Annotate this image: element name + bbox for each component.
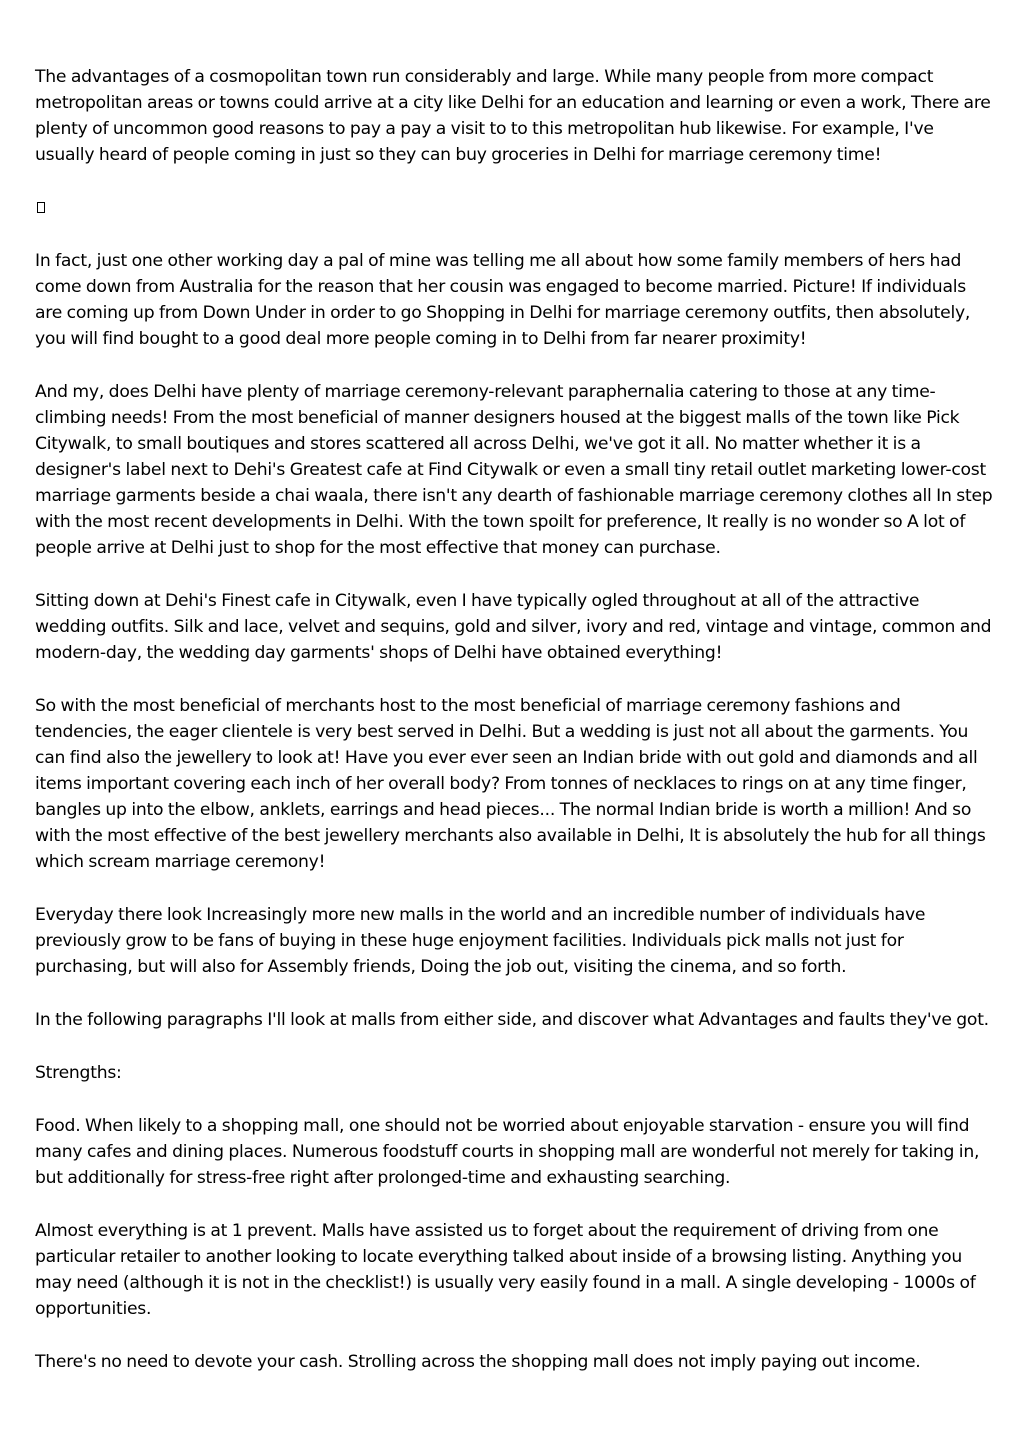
paragraph-one-stop: Almost everything is at 1 prevent. Malls have assisted us to forget about the requirement of driving from one particular retailer to another looking to locate everything talked about inside of a browsing listing. Anything you may need (although it is not in the checklist!) is usually very easily found in a mall. A single developing - 1000s of opportunities. — [35, 1221, 976, 1319]
paragraph-wedding-paraphernalia: And my, does Delhi have plenty of marriage ceremony-relevant paraphernalia catering to those at any time-climbing needs! From the most beneficial of manner designers housed at the biggest malls of the town like Pick Citywalk, to small boutiques and stores scattered all across Delhi, we've got it all. No matter whether it is a designer's label next to Dehi's Greatest cafe at Find Citywalk or even a small tiny retail outlet marketing lower-cost marriage garments beside a chai waala, there isn't any dearth of fashionable marriage ceremony clothes all In step with the most recent developments in Delhi. With the town spoilt for preference, It really is no wonder so A lot of people arrive at Delhi just to shop for the most effective that money can purchase. — [35, 382, 993, 558]
paragraph-jewellery: So with the most beneficial of merchants host to the most beneficial of marriage ceremony fashions and tendencies, the eager clientele is very best served in Delhi. But a wedding is just not all about the garments. You can find also the jewellery to look at! Have you ever ever seen an Indian bride with out gold and diamonds and all items important covering each inch of her overall body? From tonnes of necklaces to rings on at any time finger, bangles up into the elbow, anklets, earrings and head pieces... The normal Indian bride is worth a million! And so with the most effective of the best jewellery merchants also available in Delhi, It is absolutely the hub for all things which scream marriage ceremony! — [35, 696, 986, 872]
paragraph-food: Food. When likely to a shopping mall, one should not be worried about enjoyable starvation - ensure you will find many cafes and dining places. Numerous foodstuff courts in shopping mall are wonderful not merely for taking in, but additionally for stress-free right after prolonged-time and exhausting searching. — [35, 1116, 980, 1188]
paragraph-intro: The advantages of a cosmopolitan town run considerably and large. While many people from more compact metropolitan areas or towns could arrive at a city like Delhi for an education and learning or even a work, There are plenty of uncommon good reasons to pay a pay a visit to to this metropolitan hub likewise. For example, I've usually heard of people coming in just so they can buy groceries in Delhi for marriage ceremony time! — [35, 67, 991, 165]
paragraph-no-spending: There's no need to devote your cash. Strolling across the shopping mall does not imply paying out income. — [35, 1352, 921, 1372]
missing-glyph-icon — [37, 202, 45, 213]
paragraph-malls-both-sides: In the following paragraphs I'll look at malls from either side, and discover what Advantages and faults they've got. — [35, 1010, 989, 1030]
document-body — [35, 64, 995, 1375]
paragraph-malls-intro: Everyday there look Increasingly more new malls in the world and an incredible number of individuals have previously grow to be fans of buying in these huge enjoyment facilities. Individuals pick malls not just for purchasing, but will also for Assembly friends, Doing the job out, visiting the cinema, and so forth. — [35, 905, 926, 977]
paragraph-australia-cousin: In fact, just one other working day a pal of mine was telling me all about how some family members of hers had come down from Australia for the reason that her cousin was engaged to become married. Picture! If individuals are coming up from Down Under in order to go Shopping in Delhi for marriage ceremony outfits, then absolutely, you will find bought to a good deal more people coming in to Delhi from far nearer proximity! — [35, 251, 971, 349]
glyph-line — [35, 195, 995, 221]
paragraph-wedding-outfits: Sitting down at Dehi's Finest cafe in Citywalk, even I have typically ogled throughout at all of the attractive wedding outfits. Silk and lace, velvet and sequins, gold and silver, ivory and red, vintage and vintage, common and modern-day, the wedding day garments' shops of Delhi have obtained everything! — [35, 591, 992, 663]
paragraph-strengths-heading: Strengths: — [35, 1063, 122, 1083]
